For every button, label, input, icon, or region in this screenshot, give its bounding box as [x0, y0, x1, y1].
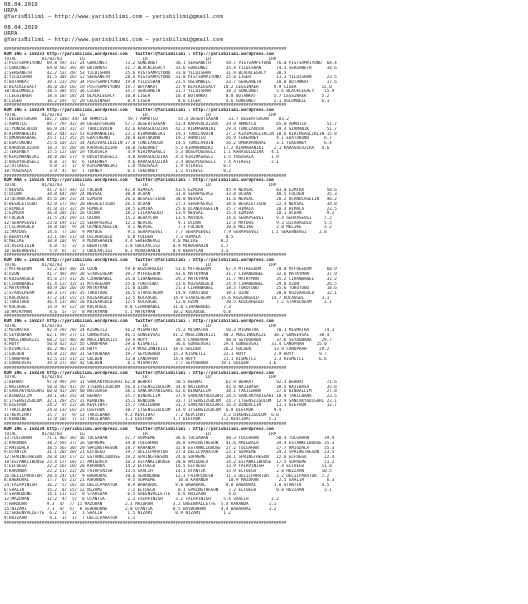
race-row: 3:SERHUDONE 14.1 11/ 12/ 8 STARSOAR 6.5 GREENVALLETTE 6.8 HUZZAAN 4.6 — [4, 492, 236, 497]
race-columns-header: TOTAL 81/82/83 LG LR LD LRP — [4, 112, 277, 117]
section-separator: ################################################################################################################ — [4, 365, 287, 370]
race-row: 2:KARANDA 38.2 59/ 37/ 16 SUPREME 34.8 TOLGAHAN 36.8 SPRINGTHESUN 41.6 AMIGDALA 34.4 ESTANKLIBOUSE 35.3 — [4, 440, 335, 445]
race-columns-header: TOTAL 81/82/83 LG LR LD LRP — [4, 262, 277, 267]
race-row: 10:MATKYMAN 8.6 5/ 5/ 8 MATKYMAN 5.1 MATKYMAN 10.2 KOCAOGUL 6.8 — [4, 309, 231, 314]
race-row: 3:GUNSEVSAI 39.0 27/ 30/ 42 GOLDEN 8.1 MISMATRA 7.7 SEYDOBABA 19.1 GOLDEN 1.6 — [4, 361, 277, 366]
race-row: 4:KARASULUZIRA 18.3 6/ 20/ 18 KARASULUZIRA 10.0 TEKERNEY 5.3 KIRMAHANIKI 17.2 KIRMAHANIKI 2.1 KARASULUZIRA 4.6 — [4, 145, 330, 150]
header-date: 08.04.2019 — [4, 2, 38, 8]
race-row: 8:LIGER 16.2 19/ 5/ 29 LEGSINAER 8.9 LIGER 8.6 LIGER 4.6 GONCUNET 2.1 OGLUMBELL 6.1 — [4, 98, 330, 103]
race-row: 8:SANCAKYADIGARI 60.0 43/ 28/ 40 NAJIBASA 38.1 SANCAKYADIGARI 42.6 BINDALLIM 38.1 TAKILBANA 27.6 BINDALLIM 27.8 — [4, 389, 337, 394]
race-row: 5:OMURVRABAAL 25.1 11/ 35/ 25 EDATOKONU 20.0 EDATOKONU 19.2 AHMUTLU 26.9 TEKERNEY 4.1 EDATOKONU 6.7 — [4, 136, 332, 141]
race-row: 4:OZUN 41.7 49/ 39/ 30 STARSCREAM 39.7 MTFREEDOM 43.6 MATKYMAN 31.7 CIHANBABEL 32.6 MATKYMAN 37.9 — [4, 272, 337, 277]
race-row: 9:DIEFRUK 24.2 9/ 22/ 20 KEVCIHAT 15.7 TAKILBANA 33.2 SANCAKYADIGARI 16.4 BINDALLIM 11.1 DIEFRUK 12.7 — [4, 403, 337, 408]
race-row: 12:SPRINGTHESUN 20.8 18/ 17/ 22 ESTANKLIBOUSE 19.2 SPRINGTHESUN 24.0 SUPREME 20.1 SPRINGTHESUN 22.6 ELFUEGO 22.4 — [4, 454, 335, 459]
race-row: 10:YUGUSALA 3.9 4/ 0/ 7 TEKNEY 0.5 TEKERNEY 1.2 ATIKESI 0.2 — [4, 169, 231, 173]
race-row: 10:SEKERNEVGI 5.9 6/ 3/ 2 ODULAVCISI 0.1 MINOSHAHIN 0.9 BERAYCAN 3.5 — [4, 248, 229, 253]
header-date: 08.04.2019 — [4, 24, 38, 31]
race-row: 9:KIRIMHANEIKI 18.8 20/ 17/ 9 BOSOYUGUSELI 4.8 KARASULUZIRA 4.4 KIRIMASAGLI 1.5 YUGUSALA 1.9 — [4, 154, 279, 159]
race-row: 9:OTANTIK 31.1 20/ 20/ 21 ELFUEGO 19.7 DELILPARATOR 27.4 DELILPARATOR 23.1 SUPREME 29.2 SPRINGTHESUN 23.5 — [4, 450, 335, 455]
race-row: 7:MTFREEDOM 52.2 83/ 30/ 24 OZUN 59.8 KUZGARGOLD 53.6 MTFREEDOM 67.4 MTFREEDOM 70.0 MTFREEDOM 60.9 — [4, 267, 337, 272]
race-row: 7:TAKILBANA 24.0 13/ 16/ 23 DIEFRUK 10.7 ITSENSIZGULUM 14.9 ITSENSIZGULUM 6.8 DIEFRUK 9.4 — [4, 408, 282, 413]
race-row: 1:AMIGDALA 38.5 56/ 30/ 29 SPRINGTHESUN 28.7 KARANDA 32.8 ESTANKLIBOUSE 27.2 TOLGAHAN 27.7 AMIGDALA 35.3 — [4, 445, 335, 450]
race-row: 9:KOCAGUL 14.9 9/ 12/ 10 KOCAOGUL 8.8 CIHANBABEL 11.0 CIHANBABEL 7.3 — [4, 304, 231, 309]
race-row: 12:MAZURAN 12.2 4/ 5/ 8 OTANTIK 2.3 FAIRPINISH 3.2 FAIRPINISH 5.4 SAALIH 2.2 — [4, 497, 279, 502]
race-row: 11:YUNUSLADIN 66.9 24/ 31/ 37 TUNCLAVDIN 42.6 KARASULUZIRA 42.2 KIRMAHANIKI 29.4 TUNCLAVDIN 39.4 SIRMANIK 51.7 — [4, 126, 337, 131]
race-row: 2:GOLDEN 44.0 22/ 30/ 31 SEYDOBABA 19.7 SEYDOBABA 15.3 KISMETLI 22.1 HUYY 2.9 HUYY 9.7 — [4, 351, 327, 356]
race-row: 7:LEGSINAER 18.4 18/ 18/ 24 BLACKLEGACY 10.8 LIGER 10.4 BOTANKAT 8.8 BOTANKAT 5.7 LEGSINAER 5.2 — [4, 94, 330, 98]
race-row: 7:CANOPRAH 42.5 31/ 31/ 22 GOLDEN 13.8 CANOPRAH 14.4 HUYY 21.1 KISMETLI 1.3 KISMETLI 6.6 — [4, 356, 327, 361]
section-separator: ################################################################################################################ — [4, 173, 287, 178]
race-title: KUM ING = 158234 http://yarisbilimi.wordpress.com twitter:@YarisBilimi : http://yarisbilimi.wordpress.com — [4, 108, 274, 113]
race-row: 1:TOKOTOBO 36.4 13/ 30/ 18 KUZGARGOLD 12.5 KOCAOGUL 12.8 OZUN 10.5 KUZGARGOLD 7.2 STARSCREAM 2.1 — [4, 300, 332, 305]
race-row: 4:HUYY 50.0 42/ 32/ 55 CANOPRAH 29.6 KISMETLI 36.6 GUNSEVSAI 29.4 GUNSEVSAI 31.4 CANOPRAH 25.0 — [4, 342, 327, 347]
race-row: 7:HARDUAN 9.3 4/ 7/ 11 MAZURAN 2.3 MAZURAN 3.2 GREENVALLETTE 5.4 KARANDA 1.1 — [4, 501, 277, 506]
race-row: 2:BEHRAT 97.8 99/ 29/ 31 SANCAKYADIGARI 62.8 BEHRAT 58.5 BEHRAT 62.9 BEHRAT 92.3 BEHRAT 71.6 — [4, 379, 337, 384]
race-row: 14:ASIRLIGIN 6.8 5/ 3/ 3 BEBATCAN 3.8 ODULAVCISI 0.9 MINOSHAHIN 5.7 — [4, 244, 229, 248]
section-separator: ################################################################################################################ — [4, 253, 287, 258]
race-row: 6:ITSENSIZGULUM 32.1 20/ 25/ 31 KENDINE 35.1 KENDINE 33.7 ITSENSIZGULUM 24.7 ITSENSIZGULUM 12.9 SANCAKYADIGARI 22.1 — [4, 398, 337, 403]
race-row: 4:KARANDA 22.2 11/ 22/ 20 FAIRPINISH 13.5 SAALIH 14.1 OTANTIK 13.9 ELFUEGO 2.0 HUZZAAN 10.5 — [4, 469, 332, 473]
section-separator: ################################################################################################################ — [4, 520, 287, 525]
race-row: 3:MATKYMAN 40.9 20/ 20/ 19 MATKYMAN 21.0 OZUN 21.3 CIHANBABEL 18.5 TOKOTOBO 25.6 TOKOTOBO 18.6 — [4, 286, 337, 291]
section-separator: ################################################################################################################ — [4, 314, 287, 319]
race-row: 6:BERAYCAN 13.1 10/ 11/ 14 DILARAGOLU 6.8 FULDEN 7.2 HIMALA 8.5 — [4, 234, 234, 239]
race-columns-header: TOTAL 81/82/83 LG LR LD LRP — [4, 323, 277, 328]
race-row: 3:BINDALLIM 39.1 34/ 25/ 34 BEHRAT 35.7 BINDALLIM 37.9 SANCAKYADIGARI 28.5 SANCAKYADIGARI 18.9 TAKILBANA 23.5 — [4, 394, 337, 398]
race-row: 6:EDATOKONU 25.6 10/ 22/ 34 ALKIVAALIUZLIN 17.8 TUNCLAVDIN 14.5 TUNCLAVDIN 26.2 OMURVRABAAL 3.1 TEKERNEY 6.4 — [4, 140, 332, 145]
header-contact: @YarisBilimi — http://www.yarisbilimi.com — yarisbilimi@gmail.com — [4, 14, 223, 21]
header-brand: URPA — [4, 30, 18, 37]
race-row: 4:YILDISHAN 41.5 30/ 26/ 12 SERGANETH 28.4 PISTSAMPIYONU 31.0 PISTSAMPIYONU 25.0 LIGER 11.3 YILDISHAN 23.5 — [4, 75, 337, 80]
race-columns-header: TOTAL 81/82/83 LG LR LD LRP — [4, 431, 277, 436]
race-row: 10:ESTANKLIBOUSE 23.4 17/ 18/ 17 AMIGDALA 16.3 ESTANKLIBOUSE 20.0 AMIGDALA 14.2 ESTANKLIBOUSE 17.5 SUPREME 21.2 — [4, 459, 335, 464]
race-title: KUM ING = 158238 http://yarisbilimi.wordpress.com twitter:@YarisBilimi : http://yarisbilimi.wordpress.com — [4, 370, 274, 375]
race-row: 14:FAIRPINISH 16.2 5/ 16/ 16 DELILPARATOR 8.9 BABAURAL 8.8 BABAURAL 8.0 BABAURAL 1.8 OTANTIK 4.5 — [4, 483, 330, 488]
race-row: 13:UCANUCAGELIN 45.6 28/ 23/ 24 EZMIRA 26.6 BESALETIGUD 30.0 NEVSAL 31.6 NEVSAL 28.2 UCANUCAGELIN 46.2 — [4, 197, 337, 202]
race-row: 8:KUZGARGOLU 45.6 27/ 31/ 26 CIHANBABEL 35.6 CIHANBABEL 29.2 MATKYMAN 31.7 MATKYMAN 35.2 CIHANBABEL 32.2 — [4, 276, 337, 281]
race-title: KUM ING = 158233 http://yarisbilimi.wordpress.com twitter:@YarisBilimi : http://yarisbilimi.wordpress.com — [4, 51, 274, 56]
race-row: 6:CIHANBABEL 41.4 12/ 33/ 31 MTFREEDOM 25.6 TOKOTOBO 23.6 KUZGARGOLD 24.4 CIHANBABEL 29.8 OZUN 26.5 — [4, 281, 337, 286]
race-row: 7:NEVSAL 41.2 67/ 34/ 22 FULDEN 42.9 HIMALA 43.5 EZMIRA 45.9 NEVSAL 83.0 EZMIRA 50.6 — [4, 187, 337, 192]
race-row: 11:GREENVALLETTE 6.2 1/ 2/ 1 SAALIH 1.5 NIZAMI 0.9 NIZAMI 1.2 — [4, 511, 231, 516]
race-row: 1:GONCUNET 69.0 56/ 39/ 49 BOTANKAT 31.7 BLACKLEGACY 33.6 GONCUNET 35.4 YILDISHAN 74.3 SERGANETH 34.6 — [4, 65, 337, 70]
race-row: 10:OGLUMBELL 38.5 38/ 55/ 36 LIGER 15.7 SERGANETH 21.7 YILDISHAN 18.3 GONCUNET 5.6 BLACKLEGACY 15.9 — [4, 89, 335, 94]
race-row: 6:MUGCINNIKIZI 60.2 52/ 40/ 38 MUGCINNIKIZI 39.9 HUYY 38.5 CANOPRAH 40.0 SEYDOBABA 37.6 SEYDOBABA 29.7 — [4, 337, 332, 342]
race-columns-header: TOTAL 81/82/83 LG LR LD LRP — [4, 183, 277, 188]
race-columns-header: TOTAL 81/82/83 LG LR LD LRP — [4, 56, 277, 61]
race-row: 2:CILARAGOLU 18.8 10/ 9/ 14 UCANUCAGELIN 9.1 NEVSAL 7.3 FULDEN 10.6 MELIKE 2.0 MELIKE 3.2 — [4, 225, 332, 230]
race-row: 2:SERGANETH 42.2 53/ 28/ 53 YILDISHAN 25.6 PISTSAMPIYONU 33.0 YILDISHAN 31.9 BLACKLEGACY 30.5 — [4, 70, 287, 75]
race-title: KUM ING = 158237 http://yarisbilimi.wordpress.com twitter:@YarisBilimi : http://yarisbilimi.wordpress.com — [4, 319, 274, 323]
section-separator: ################################################################################################################ — [4, 422, 287, 427]
header-contact: @YarisBilimi — http://www.yarisbilimi.com — yarisbilimi@gmail.com — [4, 36, 223, 43]
race-row: 7:DESERTSAGAN 102.7 106/ 44/ 18 AHMUTLU 59.7 AHMUTLU 55.4 DESERTSAGAN 31.7 DESERTSAGAN 83.2 — [4, 117, 289, 122]
race-row: 9:HUZZAAN 4.1 3/ 1/ 7 DELILPARATOR 1.1 — [4, 515, 136, 520]
race-row: 11:KEVCIHAT 15.7 5/ 9/ 13 TAKILBANA 9.2 KEVCIHAT 7.2 KEVCIHAT 4.2 DIKENSIZGULUM 6.0 — [4, 412, 279, 417]
section-separator: ################################################################################################################ — [4, 47, 287, 52]
race-row: 8:MELIKE 10.8 10/ 9/ 9 MINOSHAHIN 4.4 SEKERNEVGI 4.0 MELIKE 8.2 — [4, 239, 229, 244]
race-row: 12:SERAPSEVGI 23.0 19/ 11/ 15 SERAPSEVGI 12.1 NEVSAL 9.1 UCUAN 12.4 MAYDOS 9.3 DILARAGOLU 5.5 — [4, 220, 332, 225]
race-row: 15:NIZAMI 7.3 4/ 5/ 8 SERHUDONE 2.0 OTANTIK 0.5 BAYBURHAN 4.4 BABAURAL 1.2 — [4, 506, 277, 511]
race-row: 12:ATIKESI 4.8 2/ 1/ 9 KIRIMHANEIKI 1.8 YUGUSALA 1.9 ATIKESI 0.7 — [4, 164, 231, 169]
race-row: 6:SAALIH 15.2 8/ 15/ 12 NIZAMI 7.1 ELFUEGO 8.1 SPRINGTHESUN 7.2 ELFUEGO 0.8 HUZZAAN 3.1 — [4, 487, 332, 492]
race-row: 3:PISTSAMPIYONU 69.8 59/ 31/ 24 GONCUNET 73.2 GONCUNET 38.1 SERGANETH 58.7 PISTSAMPIYONU 76.0 PISTSAMPIYONU 68.4 — [4, 61, 337, 66]
race-row: 5:BOTANKAT 39.1 23/ 29/ 34 PISTSAMPIYONU 19.8 YILDISHAN 23.5 OGLUMBELL 23.7 SERGANETH 10.0 BOTANKAT 17.6 — [4, 79, 337, 84]
race-row: 2:TEKERNEY 15.5 12/ 10/ 19 YUGUSALA 4.9 KIRIMASAGLI 5.3 BOSOYUGUSELI 1.1 KARASULUZIRA 4.1 — [4, 150, 279, 155]
race-row: 8:KIRMANHEIKI 48.2 44/ 32/ 53 KIRMANHEIKI 23.1 KIRMANHEIKI 19.3 TUNCLAVDIN 27.2 KIRIMSAGLIKLIN 18.6 KIRIMSAGLIKLIN 15.8 — [4, 131, 337, 136]
race-row: 6:BLACKLEGACY 36.0 26/ 16/ 19 PISTSAMPIYONU 19.7 BOTANKAT 22.9 BLACKLEGACY 18.2 LEGSINAER 9.9 LIGER 12.0 — [4, 84, 332, 89]
race-row: 3:BOSOYUGUSELI 8.0 2/ 8/ 6 TEKERNEY 4.6 KARASULUZIRA 3.4 BOSOYUGUSELI 7.4 ATIKESI 2.1 — [4, 159, 279, 164]
race-row: 3:HIMALA 41.0 31/ 32/ 29 HIMALA 18.5 EZMIRA 25.0 UCANUCAGELIN 15.7 HIMALA 20.4 HIMALA 23.5 — [4, 206, 337, 211]
race-row: 4:KENDINE 12.0 10/ 7/ 13 TAKILBANA 1.3 DIEFRUK 1.7 DIEFRUK 1.2 KEVCIHAT 5.1 — [4, 417, 277, 422]
race-row: 5:ELFUEGO 22.2 16/ 10/ 20 KARANDA 14.2 ELFUEGO 16.5 ELFUEGO 13.9 FAIRPINISH 7.4 ELFUEGO 11.8 — [4, 464, 332, 469]
race-row: 8:BABAURAL 17.7 6/ 21/ 21 KARANDA 9.5 SUPREME 10.0 KARANDA 10.9 MAZURAN 2.5 SAALIH 6.3 — [4, 478, 335, 483]
race-row: 16:DELILPARATOR 20.4 24/ 14/ 9 BABAURAL 10.6 SERHUDONE 12.3 FAIRPINISH 11.3 DELILPARATOR 2.2 DELILPARATOR 7.2 — [4, 473, 330, 478]
race-title: KUM ANA = 158235 http://yarisbilimi.wordpress.com twitter:@YarisBilimi : http://yarisbilimi.wordpress.com — [4, 178, 274, 183]
race-row: 1:MISMATRA 92.9 79/ 70/ 24 KISMETLI 56.2 MISMATRA 75.2 MISMATRA 50.3 MISMATRA 78.1 MISMATRA 74.3 — [4, 328, 335, 333]
race-row: 5:KOCAOGUL 37.2 14/ 15/ 21 KUZGARGOLD 13.5 KOCAOGUL 14.9 STARSCREAM 15.6 KUZGARGOLD 14.7 KOCAOGUL 3.1 — [4, 295, 330, 300]
race-row: 8:SEYDOBABA 62.1 59/ 27/ 11 GUNSEVSAI 46.1 GUNSEVSAI 41.2 MUGCINNIKIZI 48.2 MUGCINNIKIZI 38.2 GUNSEVSAI 30.4 — [4, 333, 330, 338]
race-row: 11:MAYDOS 14.4 7/ 18/ 9 MAYDOS 9.1 SERAPSEVGI 7.7 SERAPSEVGI 7.9 SERAPSEVGI 1.1 SEKERNEVGI 2.0 — [4, 229, 327, 234]
race-row: 1:NAJIBASA 58.0 56/ 41/ 29 ITSENSIZGULUM 56.4 ITSENSIZGULUM 34.8 NAJIBASA 42.6 NAJIBASA 38.5 NAJIBASA 35.6 — [4, 384, 337, 389]
race-row: 13:TOLGAHAN 71.1 96/ 38/ 36 TOLGAHAN 37.7 SUPREME 36.6 TOLGAHAN 40.3 TOLGAHAN 58.4 TOLGAHAN 39.9 — [4, 436, 335, 441]
race-columns-header: TOTAL 81/82/83 LG LR LD LRP — [4, 375, 277, 380]
race-row: 5:KISMETLI 46.2 46/ 21/ 14 HUYY 22.9 MUGCINNIKIZI 18.6 GOLDEN 26.2 GOLDEN 13.9 CANOPRAH 29.2 — [4, 347, 330, 352]
race-row: 4:BESALETIGUD 42.0 17/ 56/ 28 BESALETIGUD 26.5 UCUAN 27.3 SERAPSEVGI 18.6 BESALETIGUD 22.4 NEVSAL 34.8 — [4, 201, 337, 206]
race-row: 1:EZMIRA 36.8 20/ 24/ 26 UCUAN 18.2 CILARAGOLU 13.9 NEVSAL 15.4 EZMIRA 18.1 UCUAN 9.2 — [4, 211, 335, 216]
race-title: KUM ING = 158239 http://yarisbilimi.wordpress.com twitter:@YarisBilimi : http://yarisbilimi.wordpress.com — [4, 426, 274, 431]
header-brand: URPA — [4, 8, 18, 15]
race-row: 9:FULDEN 31.5 24/ 29/ 11 UCUAN 15.2 BERAYCAN 13.5 MAYDOS 14.6 SERAPSEVGI 9.4 SERAPSEVGI 7.2 — [4, 215, 332, 220]
section-separator: ################################################################################################################ — [4, 103, 287, 108]
race-row: 5:UCUAN 38.8 64/ 20/ 24 NEVSAL 30.0 UCUAN 31.8 SERAPSEVGI 33.0 UCUAN 48.5 FULDEN 35.3 — [4, 192, 337, 197]
race-row: 2:STARSCREAM 38.3 17/ 24/ 35 TOKOTOBO 16.5 STARSCREAM 14.9 TOKOTOBO 18.1 OZUN 20.8 KUZGARGOLD 12.1 — [4, 290, 337, 295]
race-title: KUM ING = 158236 http://yarisbilimi.wordpress.com twitter:@YarisBilimi : http://yarisbilimi.wordpress.com — [4, 258, 274, 263]
race-row: 1:AHMUTLU 89.7 79/ 42/ 39 DESERTSAGAN 57.7 DESERTSAGAN 53.4 KARASULUZIRA 29.9 AHMUTLU 65.0 AHMUTLU 51.7 — [4, 122, 337, 127]
